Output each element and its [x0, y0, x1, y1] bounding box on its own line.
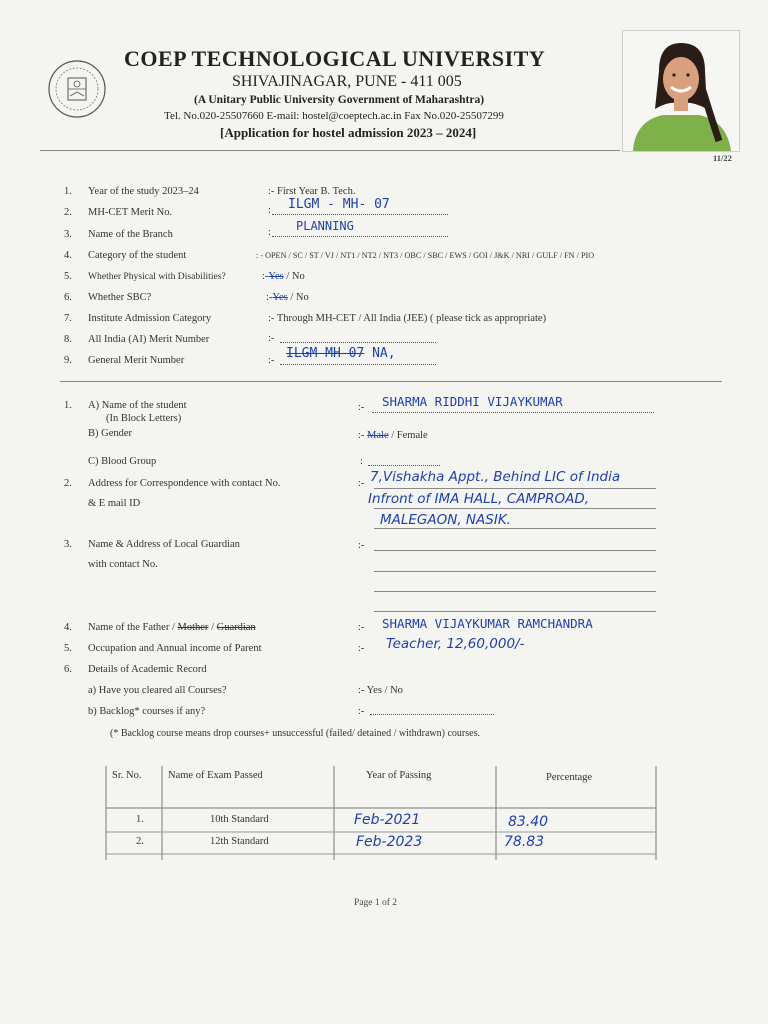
item-num: 3. [64, 539, 72, 550]
student-name-value: SHARMA RIDDHI VIJAYKUMAR [382, 394, 563, 409]
student-photo [622, 30, 740, 152]
year-of-study-value: :- First Year B. Tech. [268, 186, 356, 197]
parent-name-label: Name of the Father / Mother / Guardian [88, 622, 256, 633]
ai-merit-value: :- [268, 333, 275, 344]
address-value-2: Infront of IMA HALL, CAMPROAD, [368, 491, 590, 507]
disability-label: Whether Physical with Disabilities? [88, 271, 226, 282]
item-num: 7. [64, 313, 72, 324]
table-header-sr: Sr. No. [112, 770, 142, 781]
item-num: 1. [64, 186, 72, 197]
item-num: 5. [64, 271, 72, 282]
general-merit-value: ILGM-MH-07 NA, [286, 346, 396, 361]
backlog-note: (* Backlog course means drop courses+ unsuccessful (failed/ detained / withdrawn) courses. [110, 728, 480, 739]
parent-name-value: SHARMA VIJAYKUMAR RAMCHANDRA [382, 616, 593, 631]
section-divider [60, 381, 722, 382]
item-num: 2. [64, 478, 72, 489]
ai-merit-line [280, 342, 436, 343]
row-percentage: 83.40 [508, 814, 549, 830]
item-num: 1. [64, 400, 72, 411]
header-divider [40, 150, 620, 151]
row-percentage: 78.83 [504, 834, 545, 850]
item-num: 4. [64, 250, 72, 261]
address-label: Address for Correspondence with contact No. [88, 478, 281, 489]
income-label: Occupation and Annual income of Parent [88, 643, 262, 654]
category-options: : - OPEN / SC / ST / VJ / NT1 / NT2 / NT3 / OBC / SBC / EWS / GOI / J&K / NRI / GULF / FN / PIO [256, 251, 595, 260]
guardian-value: :- [358, 540, 365, 551]
address-value-1: 7,Vishakha Appt., Behind LIC of India [370, 469, 621, 485]
address-line-3 [374, 528, 656, 529]
admission-category-value: :- Through MH-CET / All India (JEE) ( please tick as appropriate) [268, 313, 547, 324]
table-header-exam: Name of Exam Passed [168, 770, 263, 781]
contact-line: Tel. No.020-25507660 E-mail: hostel@coeptech.ac.in Fax No.020-25507299 [164, 110, 504, 122]
branch-value: PLANNING [296, 219, 354, 233]
university-name: COEP TECHNOLOGICAL UNIVERSITY [124, 46, 546, 71]
mhcet-merit-label: MH-CET Merit No. [88, 207, 173, 218]
guardian-line-2 [374, 571, 656, 572]
branch-line [272, 236, 448, 237]
application-form-page: COEP TECHNOLOGICAL UNIVERSITY SHIVAJINAGAR, PUNE - 411 005 (A Unitary Public University Government of Maharashtra) Tel. No.020-25507660 E-mail: hostel@coeptech.ac.in Fax No.020-25507299 [Application for hostel admission 2023 – 2024] 11/22 1. Year of the study 2023–24 :- First Year B. Tech. 2. MH-CET Merit No. : ILGM - MH- 07 3. Name of the Branch : PLANNING 4. Category of the student : - OPEN / SC / ST / VJ / NT1 / NT2 / NT3 / OBC / SBC / EWS / GOI / J&K / NRI / GULF / FN / PIO 5. Whether Physical with Disabilities? :-Yes / No 6. Whether SBC? :-Yes / No 7. Institute Admission Category :- Through MH-CET / All India (JEE) ( please tick as appropriate) 8. All India (AI) Merit Number :- 9. General Merit Number :- ILGM-MH-07 NA, 1. A) Name of the student (In Block Letters) :- SHARMA RIDDHI VIJAYKUMAR B) Gender :- Male / Female C) Blood Group : 2. Address for Correspondence with contact No. & E mail ID :- 7,Vishakha Appt., Behind LIC of India Infront of IMA HALL, CAMPROAD, MALEGAON, NASIK. 3. Name & Address of Local Guardian with contact No. :- 4. Name of the Father / Mother / Guardian :- SHARMA VIJAYKUMAR RAMCHANDRA 5. Occupation and Annual income of Parent :- Teacher, 12,60,000/- 6. Details of Academic Record a) Have you cleared all Courses? :- Yes / No b) Backlog* courses if any? :- (* Backlog course means drop courses+ unsuccessful (failed/ detained / withdrawn) courses. Sr. No. Name of Exam Passed Year of Passing Percentage 1. 10th Standard Feb-2021 83.40 2. 12th Standard Feb-2023 78.83 Page 1 of 2 [0, 0, 768, 1024]
item-num: 6. [64, 664, 72, 675]
item-num: 4. [64, 622, 72, 633]
sbc-value: :-Yes / No [266, 292, 309, 303]
admission-category-label: Institute Admission Category [88, 313, 212, 324]
item-num: 6. [64, 292, 72, 303]
student-portrait-icon [623, 31, 739, 151]
backlog-value: :- [358, 706, 365, 717]
guardian-contact-label: with contact No. [88, 559, 158, 570]
item-num: 9. [64, 355, 72, 366]
branch-label: Name of the Branch [88, 229, 173, 240]
email-label: & E mail ID [88, 498, 141, 509]
blood-group-line [368, 465, 440, 466]
address-value-3: MALEGAON, NASIK. [380, 512, 511, 528]
table-header-year: Year of Passing [366, 770, 432, 781]
gender-label: B) Gender [88, 428, 133, 439]
student-name-sublabel: (In Block Letters) [106, 413, 182, 424]
university-emblem-icon [46, 56, 108, 122]
mhcet-merit-line [272, 214, 448, 215]
table-header-percentage: Percentage [546, 772, 593, 783]
gender-value: :- Male / Female [358, 430, 428, 441]
row-exam: 10th Standard [210, 814, 269, 825]
university-subtitle: (A Unitary Public University Government of Maharashtra) [194, 94, 485, 106]
blood-group-value: : [360, 456, 363, 467]
general-merit-prefix: :- [268, 355, 275, 366]
student-name-label: A) Name of the student [88, 400, 187, 411]
item-num: 5. [64, 643, 72, 654]
student-name-line [372, 412, 654, 413]
row-sr: 1. [136, 814, 144, 825]
cleared-courses-value: :- Yes / No [358, 685, 403, 696]
application-title: [Application for hostel admission 2023 – 2024] [220, 125, 477, 140]
cleared-courses-label: a) Have you cleared all Courses? [88, 685, 227, 696]
university-address: SHIVAJINAGAR, PUNE - 411 005 [232, 73, 462, 90]
guardian-line-4 [374, 611, 656, 612]
item-num: 3. [64, 229, 72, 240]
backlog-line [370, 714, 494, 715]
row-year: Feb-2021 [354, 812, 421, 828]
guardian-line-1 [374, 550, 656, 551]
disability-value: :-Yes / No [262, 271, 305, 282]
category-label: Category of the student [88, 250, 187, 261]
general-merit-label: General Merit Number [88, 355, 185, 366]
address-line-1 [374, 488, 656, 489]
ai-merit-label: All India (AI) Merit Number [88, 334, 210, 345]
page-number: Page 1 of 2 [354, 898, 398, 908]
blood-group-label: C) Blood Group [88, 456, 157, 467]
photo-tag: 11/22 [713, 153, 732, 163]
row-year: Feb-2023 [356, 834, 423, 850]
year-of-study-label: Year of the study 2023–24 [88, 186, 199, 197]
guardian-label: Name & Address of Local Guardian [88, 539, 240, 550]
mhcet-merit-value: ILGM - MH- 07 [288, 197, 390, 212]
general-merit-line [280, 364, 436, 365]
row-exam: 12th Standard [210, 836, 269, 847]
income-value: Teacher, 12,60,000/- [386, 636, 525, 652]
item-num: 8. [64, 334, 72, 345]
item-num: 2. [64, 207, 72, 218]
academic-record-label: Details of Academic Record [88, 664, 207, 675]
row-sr: 2. [136, 836, 144, 847]
backlog-label: b) Backlog* courses if any? [88, 706, 206, 717]
address-line-2 [374, 508, 656, 509]
guardian-line-3 [374, 591, 656, 592]
sbc-label: Whether SBC? [88, 292, 152, 303]
